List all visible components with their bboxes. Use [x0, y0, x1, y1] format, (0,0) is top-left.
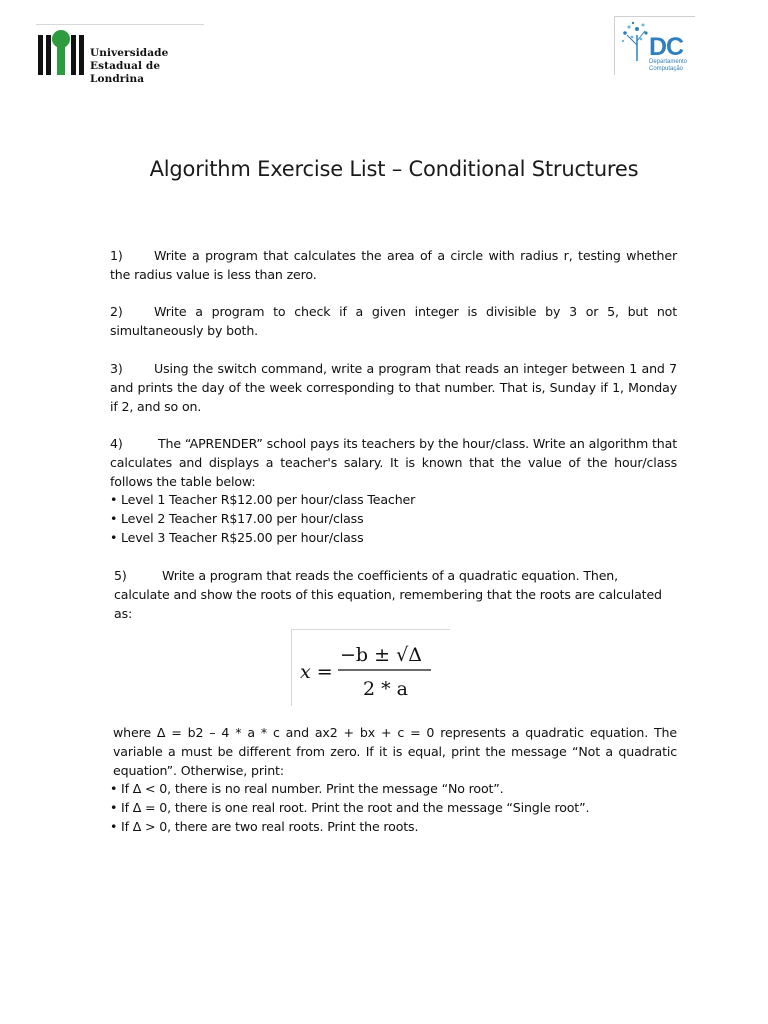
department-logo: [614, 16, 695, 75]
formula-numerator: −b ± √Δ: [340, 644, 422, 666]
document-title: Algorithm Exercise List – Conditional Structures: [149, 157, 639, 181]
exercise-4-number: 4): [110, 436, 123, 451]
exercise-1: [110, 247, 677, 285]
list-item: • If Δ < 0, there is no real number. Print the message “No root”.: [110, 780, 677, 799]
exercise-2: [110, 303, 677, 341]
exercise-3-text: Using the switch command, write a program that reads an integer between 1 and 7 and prints the day of the week corresponding to that number. That is, Sunday if 1, Monday if 2, and so on.: [110, 361, 677, 414]
department-subtitle-line1: Departamento: [649, 59, 688, 65]
exercise-2-text: Write a program to check if a given integer is divisible by 3 or 5, but not simultaneously by both.: [110, 304, 677, 338]
exercise-3-number: 3): [110, 361, 123, 376]
uel-emblem-icon: [38, 29, 84, 75]
department-subtitle: [649, 59, 687, 73]
teacher-level-list: [110, 491, 677, 547]
list-item: • Level 1 Teacher R$12.00 per hour/class Teacher: [110, 491, 677, 510]
university-name-line1: Universidade: [90, 47, 169, 59]
list-item: • If Δ = 0, there is one real root. Print the root and the message “Single root”.: [110, 799, 677, 818]
formula-graphic: [292, 630, 450, 706]
discriminant-cases-list: [110, 780, 677, 836]
exercise-5-number: 5): [114, 568, 127, 583]
exercise-4-text: The “APRENDER” school pays its teachers by the hour/class. Write an algorithm that calculates and displays a teacher's salary. It is known that the value of the hour/class follows the table below:: [110, 436, 677, 489]
exercise-3: [110, 360, 677, 416]
exercise-2-number: 2): [110, 304, 123, 319]
exercise-4: [110, 435, 677, 548]
list-item: • Level 2 Teacher R$17.00 per hour/class: [110, 510, 677, 529]
formula-denominator: 2 * a: [363, 678, 408, 700]
exercise-1-number: 1): [110, 248, 123, 263]
department-subtitle-line2: Computação: [649, 66, 684, 72]
exercise-1-text: Write a program that calculates the area of a circle with radius r, testing whether the radius value is less than zero.: [110, 248, 677, 282]
exercise-4-paragraph: [110, 435, 677, 491]
exercise-5-after-text: where Δ = b2 – 4 * a * c and ax2 + bx + c = 0 represents a quadratic equation. The variable a must be different from zero. If it is equal, print the message “Not a quadratic equation”. Otherwise, print:: [113, 725, 677, 778]
list-item: • Level 3 Teacher R$25.00 per hour/class: [110, 529, 677, 548]
university-name-line2: Estadual de Londrina: [90, 60, 161, 85]
exercise-5-continued: [110, 724, 677, 837]
university-logo: [36, 24, 204, 85]
university-name: [90, 47, 204, 86]
exercise-5-text: Write a program that reads the coefficients of a quadratic equation. Then, calculate and show the roots of this equation, remembering that the roots are calculated as:: [114, 568, 662, 621]
formula-lhs: x =: [300, 661, 333, 683]
exercise-5: [114, 567, 672, 623]
tree-icon: [619, 21, 649, 63]
department-initials: DC: [649, 33, 684, 61]
list-item: • If Δ > 0, there are two real roots. Print the roots.: [110, 818, 677, 837]
quadratic-formula: [291, 629, 450, 706]
